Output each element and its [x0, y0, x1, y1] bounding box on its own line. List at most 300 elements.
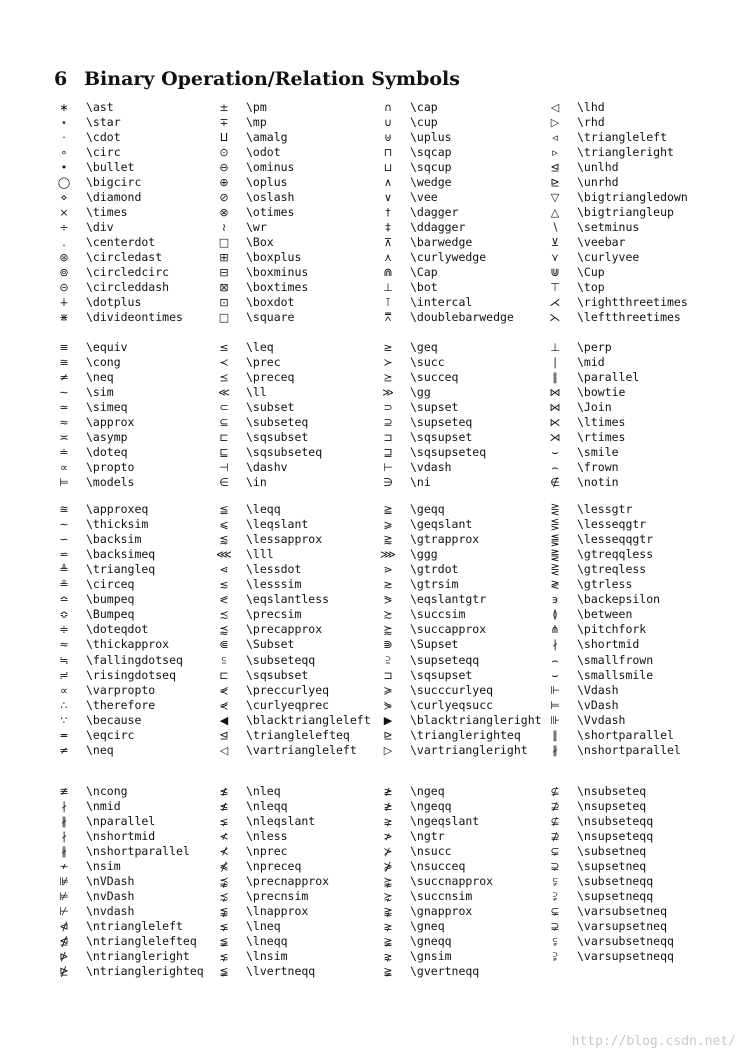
- symbol-glyph: ⪰: [383, 371, 393, 384]
- latex-command: \succnapprox: [410, 874, 494, 888]
- latex-command: \succ: [410, 355, 445, 369]
- latex-command: \ntrianglerighteq: [86, 964, 204, 978]
- symbol-glyph: ∩: [383, 101, 393, 114]
- symbol-glyph: ⊁: [383, 845, 393, 858]
- latex-command: \cong: [86, 355, 121, 369]
- latex-command: \curlyeqsucc: [410, 697, 494, 712]
- latex-command: \curlyvee: [577, 250, 640, 264]
- symbol-glyph: ‡: [385, 221, 391, 234]
- symbol-glyph: ⋍: [59, 548, 69, 562]
- latex-command: \geqslant: [410, 517, 473, 532]
- latex-command: \approxeq: [86, 502, 149, 516]
- latex-command: \succeq: [410, 370, 459, 384]
- latex-command: \trianglerighteq: [410, 727, 521, 742]
- latex-command: \smile: [577, 445, 619, 459]
- latex-command: \precsim: [246, 607, 302, 622]
- latex-command: \trianglelefteq: [246, 727, 350, 742]
- latex-command: \doteqdot: [86, 622, 149, 637]
- symbol-glyph: ⪯: [219, 371, 229, 384]
- symbol-glyph: ∥: [552, 371, 558, 384]
- latex-command: \doteq: [86, 445, 128, 459]
- symbol-glyph: ∤: [552, 638, 558, 652]
- symbol-glyph: ⋧: [383, 950, 393, 963]
- symbol-glyph: ⊋: [550, 920, 560, 933]
- symbol-glyph: ⋦: [219, 950, 229, 963]
- symbol-glyph: ⊏: [219, 431, 229, 444]
- latex-command: \neq: [86, 742, 114, 757]
- symbol-glyph: ⋞: [219, 683, 229, 697]
- symbol-glyph: ⊚: [59, 266, 69, 279]
- symbol-glyph: ⫋: [552, 935, 558, 948]
- latex-command: \ncong: [86, 784, 128, 798]
- latex-command: \star: [86, 115, 121, 129]
- latex-command: \setminus: [577, 220, 640, 234]
- latex-command: \boxminus: [246, 265, 309, 279]
- latex-command: \perp: [577, 340, 612, 354]
- symbol-glyph: ⌢: [551, 653, 559, 667]
- symbol-glyph: ▽: [550, 191, 560, 204]
- symbol-glyph: ⊛: [59, 251, 69, 264]
- symbol-glyph: ⪈: [383, 920, 393, 933]
- symbol-glyph: ⪆: [383, 533, 393, 547]
- latex-command: \eqslantless: [246, 592, 330, 607]
- latex-command: \Cup: [577, 265, 605, 279]
- symbol-glyph: ≨: [219, 965, 229, 978]
- symbol-glyph: ≩: [383, 965, 393, 978]
- symbol-glyph: ⊴: [219, 728, 229, 742]
- symbol-glyph: ⨿: [220, 131, 228, 144]
- symbol-glyph: ⊗: [219, 206, 229, 219]
- section-heading: [54, 68, 460, 90]
- latex-command: \odot: [246, 145, 281, 159]
- symbol-glyph: ∦: [61, 815, 67, 828]
- latex-command: \lneqq: [246, 934, 288, 948]
- symbol-glyph: ∧: [383, 176, 393, 189]
- latex-command: \nparallel: [86, 814, 156, 828]
- symbol-glyph: ⋖: [219, 563, 229, 577]
- latex-command: \curlywedge: [410, 250, 487, 264]
- symbol-glyph: ≮: [219, 830, 229, 843]
- symbol-glyph: ⪉: [219, 905, 229, 918]
- symbol-glyph: ∵: [60, 713, 68, 727]
- latex-command: \lesseqgtr: [577, 517, 647, 532]
- latex-command: \nsubseteqq: [577, 814, 654, 828]
- latex-command: \supseteqq: [410, 652, 480, 667]
- symbol-glyph: ≜: [59, 563, 69, 577]
- latex-command: \sim: [86, 385, 114, 399]
- symbol-glyph: ⊐: [383, 668, 393, 682]
- symbol-glyph: ≩: [383, 935, 393, 948]
- latex-command: \supsetneq: [577, 859, 647, 873]
- symbol-glyph: ∪: [383, 116, 393, 129]
- symbol-glyph: ⊎: [383, 131, 393, 144]
- symbol-glyph: ∣: [552, 356, 558, 369]
- latex-command: \bumpeq: [86, 592, 135, 607]
- symbol-glyph: ▹: [552, 146, 558, 159]
- symbol-glyph: ⫅: [221, 653, 227, 667]
- latex-command: \because: [86, 712, 142, 727]
- latex-command: \otimes: [246, 205, 295, 219]
- symbol-glyph: ⋆: [60, 116, 68, 129]
- latex-command: \nvdash: [86, 904, 135, 918]
- latex-command: \varsupsetneqq: [577, 949, 674, 963]
- latex-command: \circeq: [86, 577, 135, 592]
- symbol-glyph: ⊣: [219, 461, 229, 474]
- symbol-glyph: ≖: [59, 728, 69, 742]
- latex-command: \mp: [246, 115, 267, 129]
- latex-command: \parallel: [577, 370, 640, 384]
- latex-command: \bigcirc: [86, 175, 142, 189]
- latex-command: \geqq: [410, 502, 445, 516]
- latex-command: \sqsubseteq: [246, 445, 323, 459]
- latex-command: \cap: [410, 100, 438, 114]
- symbol-glyph: ≠: [59, 743, 69, 757]
- symbol-glyph: ⪊: [383, 905, 393, 918]
- latex-command: \ntriangleright: [86, 949, 190, 963]
- symbol-glyph: ⊏: [219, 668, 229, 682]
- latex-command: \rtimes: [577, 430, 626, 444]
- latex-command: \supsetneqq: [577, 889, 654, 903]
- symbol-glyph: ∤: [61, 800, 67, 813]
- symbol-glyph: ⊡: [219, 296, 229, 309]
- symbol-glyph: ⩽: [219, 518, 229, 532]
- symbol-glyph: ≎: [59, 608, 69, 622]
- symbol-glyph: ⪌: [550, 548, 560, 562]
- latex-command: \precapprox: [246, 622, 323, 637]
- symbol-glyph: ≀: [221, 221, 227, 234]
- symbol-glyph: ⋨: [219, 890, 229, 903]
- symbol-glyph: ≱: [383, 800, 393, 813]
- symbol-glyph: ⊉: [550, 830, 560, 843]
- symbol-glyph: ±: [219, 101, 229, 114]
- latex-command: \bowtie: [577, 385, 626, 399]
- symbol-glyph: ∽: [59, 533, 69, 547]
- latex-command: \shortmid: [577, 637, 640, 652]
- symbol-glyph: ⊨: [550, 698, 560, 712]
- symbol-glyph: ⌢: [551, 461, 559, 474]
- symbol-glyph: ⊝: [59, 281, 69, 294]
- latex-command: \sqsupset: [410, 430, 473, 444]
- latex-command: \nmid: [86, 799, 121, 813]
- latex-command: \pm: [246, 100, 267, 114]
- latex-command: \nsim: [86, 859, 121, 873]
- latex-command: \sqcap: [410, 145, 452, 159]
- symbol-glyph: ⋌: [549, 296, 561, 309]
- latex-command: \nsupseteq: [577, 799, 647, 813]
- symbol-glyph: ⋪: [59, 920, 69, 933]
- symbol-glyph: ⋚: [550, 518, 560, 532]
- latex-command: \unlhd: [577, 160, 619, 174]
- latex-command: \preceq: [246, 370, 295, 384]
- latex-command: \gtrdot: [410, 562, 459, 577]
- symbol-glyph: ⊃: [383, 401, 393, 414]
- symbol-glyph: ≇: [59, 785, 69, 798]
- latex-command: \subsetneq: [577, 844, 647, 858]
- latex-command: \sqsupseteq: [410, 445, 487, 459]
- symbol-glyph: ⊟: [219, 266, 229, 279]
- latex-command: \leftthreetimes: [577, 310, 681, 324]
- symbol-glyph: ∦: [61, 845, 67, 858]
- symbol-glyph: ⊔: [383, 161, 393, 174]
- latex-command: \div: [86, 220, 114, 234]
- symbol-glyph: ⋋: [549, 311, 561, 324]
- latex-command: \Vvdash: [577, 712, 626, 727]
- latex-command: \backsimeq: [86, 547, 156, 562]
- latex-command: \varsubsetneq: [577, 904, 668, 918]
- latex-command: \nshortparallel: [86, 844, 190, 858]
- latex-command: \bullet: [86, 160, 135, 174]
- latex-command: \nshortparallel: [577, 742, 681, 757]
- latex-command: \top: [577, 280, 605, 294]
- latex-command: \eqcirc: [86, 727, 135, 742]
- symbol-glyph: ⊖: [219, 161, 229, 174]
- latex-command: \in: [246, 475, 267, 489]
- latex-command: \gneqq: [410, 934, 452, 948]
- latex-command: \Cap: [410, 265, 438, 279]
- latex-command: \rhd: [577, 115, 605, 129]
- latex-command: \gtreqless: [577, 562, 647, 577]
- latex-command: \ggg: [410, 547, 438, 562]
- symbol-glyph: ∝: [60, 683, 68, 697]
- latex-command: \varsubsetneqq: [577, 934, 674, 948]
- symbol-glyph: ⊞: [219, 251, 229, 264]
- symbol-glyph: ⋩: [383, 890, 393, 903]
- symbol-glyph: ∼: [59, 386, 69, 399]
- symbol-glyph: ⊯: [59, 875, 69, 888]
- section-title: Binary Operation/Relation Symbols: [84, 68, 460, 90]
- latex-command: \supset: [410, 400, 459, 414]
- symbol-glyph: ⊓: [383, 146, 393, 159]
- symbol-glyph: ⊺: [385, 296, 391, 309]
- latex-command: \succsim: [410, 607, 466, 622]
- symbol-glyph: ∤: [61, 830, 67, 843]
- latex-command: \sqcup: [410, 160, 452, 174]
- latex-command: \eqslantgtr: [410, 592, 487, 607]
- symbol-glyph: ⋘: [216, 548, 232, 562]
- latex-command: \unrhd: [577, 175, 619, 189]
- symbol-glyph: ⊤: [550, 281, 560, 294]
- latex-command: \Vdash: [577, 682, 619, 697]
- symbol-glyph: ⊉: [550, 800, 560, 813]
- symbol-glyph: ϶: [551, 593, 559, 607]
- symbol-glyph: □: [218, 311, 230, 324]
- symbol-glyph: ⪇: [219, 920, 229, 933]
- latex-command: \ngtr: [410, 829, 445, 843]
- symbol-glyph: ⪸: [383, 623, 393, 637]
- latex-command: \divideontimes: [86, 310, 183, 324]
- latex-command: \propto: [86, 460, 135, 474]
- latex-command: \boxplus: [246, 250, 302, 264]
- symbol-glyph: ⊢: [383, 461, 393, 474]
- symbol-glyph: ≈: [59, 638, 69, 652]
- latex-command: \lesseqqgtr: [577, 532, 654, 547]
- symbol-glyph: ⊀: [219, 845, 229, 858]
- latex-command: \succcurlyeq: [410, 682, 494, 697]
- symbol-glyph: ⋑: [383, 638, 393, 652]
- latex-command: \bigtriangledown: [577, 190, 688, 204]
- latex-command: \subseteq: [246, 415, 309, 429]
- latex-command: \gneq: [410, 919, 445, 933]
- symbol-glyph: ≷: [550, 578, 560, 592]
- symbol-glyph: ⩾: [383, 518, 393, 532]
- latex-command: \preccurlyeq: [246, 682, 330, 697]
- latex-command: \ll: [246, 385, 267, 399]
- symbol-glyph: †: [385, 206, 391, 219]
- latex-command: \nleq: [246, 784, 281, 798]
- latex-command: \gvertneqq: [410, 964, 480, 978]
- symbol-glyph: ⋈: [549, 386, 561, 399]
- latex-command: \backepsilon: [577, 592, 661, 607]
- section-number: 6: [54, 68, 68, 90]
- symbol-glyph: ≯: [383, 830, 393, 843]
- symbol-glyph: ∔: [59, 296, 69, 309]
- symbol-glyph: ⊪: [550, 713, 560, 727]
- symbol-glyph: ≲: [219, 578, 229, 592]
- latex-command: \equiv: [86, 340, 128, 354]
- latex-command: \nVDash: [86, 874, 135, 888]
- symbol-glyph: ⊒: [383, 446, 393, 459]
- latex-command: \oslash: [246, 190, 295, 204]
- symbol-glyph: ≬: [552, 608, 558, 622]
- latex-command: \gnsim: [410, 949, 452, 963]
- latex-command: \nleqslant: [246, 814, 316, 828]
- latex-command: \circleddash: [86, 280, 170, 294]
- latex-command: \notin: [577, 475, 619, 489]
- symbol-glyph: ◯: [57, 176, 71, 189]
- latex-command: \lll: [246, 547, 274, 562]
- latex-command: \uplus: [410, 130, 452, 144]
- symbol-glyph: ∋: [383, 476, 393, 489]
- latex-command: \lneq: [246, 919, 281, 933]
- symbol-glyph: ⊙: [219, 146, 229, 159]
- symbol-glyph: ⊥: [550, 341, 560, 354]
- latex-command: \simeq: [86, 400, 128, 414]
- latex-command: \bigtriangleup: [577, 205, 674, 219]
- symbol-glyph: ⊑: [219, 446, 229, 459]
- latex-command: \sqsubset: [246, 430, 309, 444]
- symbol-glyph: ⊕: [219, 176, 229, 189]
- latex-command: \Subset: [246, 637, 295, 652]
- latex-command: \centerdot: [86, 235, 156, 249]
- latex-command: \frown: [577, 460, 619, 474]
- symbol-glyph: ⋄: [60, 191, 68, 204]
- symbol-glyph: ⋫: [59, 950, 69, 963]
- latex-command: \curlyeqprec: [246, 697, 330, 712]
- symbol-glyph: ≁: [59, 860, 69, 873]
- latex-command: \nleqq: [246, 799, 288, 813]
- symbol-glyph: ≃: [59, 401, 69, 414]
- symbol-glyph: ≠: [59, 371, 69, 384]
- symbol-glyph: ∴: [60, 698, 68, 712]
- symbol-glyph: ⪅: [219, 533, 229, 547]
- symbol-glyph: ⊊: [550, 905, 560, 918]
- symbol-glyph: ⪷: [219, 623, 229, 637]
- symbol-glyph: ≈: [59, 416, 69, 429]
- latex-command: \gg: [410, 385, 431, 399]
- latex-command: \boxtimes: [246, 280, 309, 294]
- symbol-glyph: ⋙: [380, 548, 396, 562]
- symbol-glyph: ⋈: [549, 401, 561, 414]
- latex-command: \dagger: [410, 205, 459, 219]
- latex-command: \vartriangleright: [410, 742, 528, 757]
- latex-command: \mid: [577, 355, 605, 369]
- symbol-glyph: ∓: [219, 116, 229, 129]
- latex-command: \circ: [86, 145, 121, 159]
- latex-command: \nsucc: [410, 844, 452, 858]
- latex-command: \times: [86, 205, 128, 219]
- latex-command: \Box: [246, 235, 274, 249]
- latex-command: \vdash: [410, 460, 452, 474]
- symbol-glyph: ⊈: [550, 815, 560, 828]
- latex-command: \triangleright: [577, 145, 674, 159]
- symbol-glyph: ≰: [219, 800, 229, 813]
- symbol-glyph: ∝: [60, 461, 68, 474]
- latex-command: \bot: [410, 280, 438, 294]
- latex-command: \asymp: [86, 430, 128, 444]
- latex-command: \gtrless: [577, 577, 633, 592]
- symbol-glyph: ≡: [59, 341, 69, 354]
- symbol-glyph: ⋐: [219, 638, 229, 652]
- symbol-glyph: ⊂: [219, 401, 229, 414]
- symbol-glyph: ◁: [219, 743, 229, 757]
- symbol-glyph: ⊋: [550, 860, 560, 873]
- latex-command: \blacktriangleright: [410, 712, 542, 727]
- symbol-glyph: ⪹: [219, 875, 229, 888]
- symbol-glyph: ≍: [59, 431, 69, 444]
- latex-command: \approx: [86, 415, 135, 429]
- symbol-glyph: ⪕: [219, 593, 229, 607]
- symbol-glyph: ≓: [59, 668, 69, 682]
- symbol-glyph: ≪: [218, 386, 230, 399]
- latex-command: \thicksim: [86, 517, 149, 532]
- symbol-glyph: ⊆: [219, 416, 229, 429]
- latex-command: \circledast: [86, 250, 163, 264]
- latex-command: \nsupseteqq: [577, 829, 654, 843]
- symbol-glyph: ⊩: [550, 683, 560, 697]
- symbol-glyph: ⫆: [385, 653, 391, 667]
- latex-command: \barwedge: [410, 235, 473, 249]
- symbol-glyph: ≊: [59, 503, 69, 516]
- latex-command: \lessapprox: [246, 532, 323, 547]
- symbol-glyph: ∗: [59, 101, 69, 114]
- latex-command: \boxdot: [246, 295, 295, 309]
- symbol-glyph: ⊨: [59, 476, 69, 489]
- latex-command: \ngeqslant: [410, 814, 480, 828]
- symbol-glyph: ⋞: [219, 698, 229, 712]
- symbol-glyph: ≧: [383, 503, 393, 516]
- symbol-glyph: ≤: [219, 341, 229, 354]
- latex-command: \ast: [86, 100, 114, 114]
- symbol-glyph: ⋡: [383, 860, 393, 873]
- latex-command: \backsim: [86, 532, 142, 547]
- latex-command: \npreceq: [246, 859, 302, 873]
- symbol-glyph: ⋛: [550, 503, 560, 516]
- symbol-glyph: ⫌: [552, 890, 558, 903]
- symbol-glyph: ≒: [59, 653, 69, 667]
- symbol-glyph: .: [62, 236, 66, 249]
- symbol-glyph: ·: [62, 131, 66, 144]
- symbol-glyph: ⋉: [549, 416, 561, 429]
- symbol-glyph: ∖: [551, 221, 559, 234]
- symbol-glyph: ⊇: [383, 416, 393, 429]
- latex-command: \leqq: [246, 502, 281, 516]
- symbol-glyph: ⋏: [383, 251, 393, 264]
- latex-command: \wedge: [410, 175, 452, 189]
- latex-command: \vartriangleleft: [246, 742, 357, 757]
- latex-command: \circledcirc: [86, 265, 170, 279]
- symbol-glyph: ≥: [383, 341, 393, 354]
- symbol-glyph: ⊊: [550, 845, 560, 858]
